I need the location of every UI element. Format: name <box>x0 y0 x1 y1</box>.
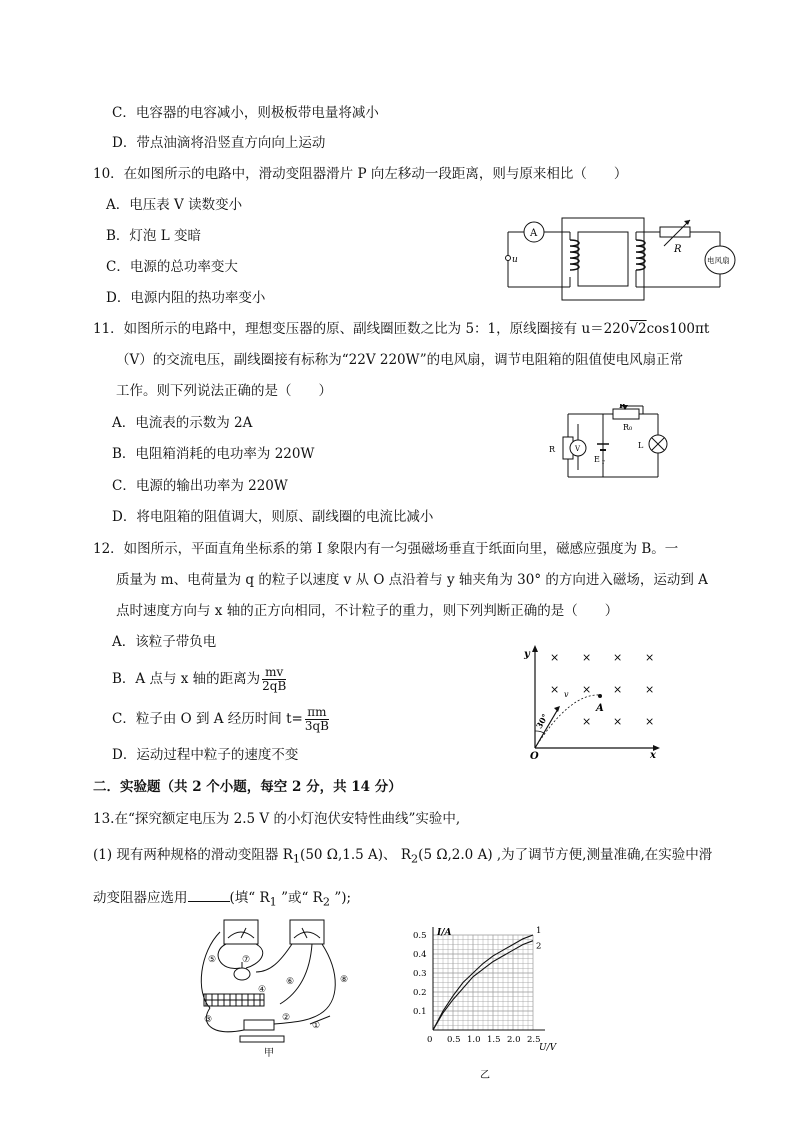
svg-text:×: × <box>645 683 655 696</box>
q11-circuit <box>543 404 678 484</box>
origin-label: O <box>530 751 539 761</box>
fraction-mv-2qb: $\frac{mv}{2qB}$ <box>262 665 287 693</box>
svg-text:③: ③ <box>204 1015 213 1025</box>
answer-blank[interactable] <box>188 887 230 902</box>
q11-option-d: D．将电阻箱的阻值调大，则原、副线圈的电流比减小 <box>112 509 434 525</box>
svg-text:④: ④ <box>258 985 267 995</box>
figure-yi-caption: 乙 <box>480 1070 490 1081</box>
r0-label: R₀ <box>623 423 633 432</box>
svg-text:×: × <box>613 651 623 664</box>
q10-option-a: A．电压表 V 读数变小 <box>106 197 243 213</box>
axis-x-label: x <box>650 750 656 761</box>
y-tick-label: 0.3 <box>413 969 427 979</box>
q13-part1-line1: (1) 现有两种规格的滑动变阻器 $R_1(50$ Ω,1.5 A)、 $R_2(5$ Ω,2.0 A) ,为了调节方便,测量准确,在实验中滑 <box>93 847 713 866</box>
q13-stem: 13.在“探究额定电压为 2.5 V 的小灯泡伏安特性曲线”实验中, <box>93 811 461 827</box>
x-tick-label: 1.5 <box>487 1035 501 1045</box>
velocity-label: v <box>564 690 569 699</box>
q10-option-c: C．电源的总功率变大 <box>106 259 238 275</box>
q10-option-b: B．灯泡 L 变暗 <box>106 228 201 244</box>
q11-stem-line1: 11．如图所示的电路中，理想变压器的原、副线圈匝数之比为 5：1，原线圈接有 u＝220√2cos100πt <box>93 321 710 337</box>
svg-text:×: × <box>613 683 623 696</box>
x-tick-label: 1.0 <box>467 1035 481 1045</box>
point-a-label: A <box>596 703 604 714</box>
svg-text:×: × <box>550 683 560 696</box>
y-axis-label: I/A <box>437 928 452 938</box>
q12-stem-line2: 质量为 m、电荷量为 q 的粒子以速度 v 从 O 点沿着与 y 轴夹角为 30° 的方向进入磁场，运动到 A <box>116 572 708 588</box>
ammeter-label: A <box>530 228 538 239</box>
fraction-pim-3qb: $\frac{\pi m}{3qB}$ <box>304 705 329 733</box>
q12-stem-line1: 12．如图所示，平面直角坐标系的第 I 象限内有一匀强磁场垂直于纸面向里，磁感应强度为 B。一 <box>93 541 679 557</box>
x-axis-label: U/V <box>539 1043 557 1053</box>
q11-stem-line2: （V）的交流电压，副线圈接有标称为“22V 220W”的电风扇，调节电阻箱的阻值使电风扇正常 <box>116 352 684 368</box>
svg-text:×: × <box>613 715 623 728</box>
internal-r-label: r <box>602 459 605 466</box>
fan-label: 电风扇 <box>707 256 730 265</box>
svg-text:×: × <box>645 651 655 664</box>
voltmeter-label: V <box>575 445 581 453</box>
q11-option-c: C．电源的输出功率为 220W <box>112 478 288 494</box>
y-tick-label: 0.4 <box>413 950 427 960</box>
svg-text:×: × <box>582 651 592 664</box>
y-tick-label: 0.2 <box>413 988 427 998</box>
resistor-r-label: R <box>549 445 556 454</box>
q12-option-a: A．该粒子带负电 <box>112 634 217 650</box>
svg-text:×: × <box>582 715 592 728</box>
emf-label: E <box>594 455 600 464</box>
q12-magnetic-field-figure <box>520 643 665 761</box>
x-tick-label: 2.5 <box>527 1035 541 1045</box>
q10-stem: 10．在如图所示的电路中，滑动变阻器滑片 P 向左移动一段距离，则与原来相比（ ） <box>93 166 628 182</box>
q10-option-d: D．电源内阻的热功率变小 <box>106 290 266 306</box>
series-label-1: 1 <box>536 926 542 936</box>
x-tick-label: 0.5 <box>447 1035 461 1045</box>
figure-jia-caption: 甲 <box>264 1048 274 1059</box>
section-2-title: 二．实验题（共 2 个小题，每空 2 分，共 14 分） <box>93 779 402 795</box>
q9-option-c: C．电容器的电容减小，则极板带电量将减小 <box>112 105 379 121</box>
q10-transformer-circuit <box>498 212 753 304</box>
angle-label: 30° <box>533 712 551 731</box>
svg-text:×: × <box>550 651 560 664</box>
q12-option-b: B．A 点与 x 轴的距离为 $\frac{mv}{2qB}$ <box>112 665 287 693</box>
svg-text:①: ① <box>312 1021 321 1031</box>
source-label: u <box>512 255 518 265</box>
svg-text:②: ② <box>282 1013 291 1023</box>
slider-label: P <box>619 404 626 410</box>
q11-option-b: B．电阻箱消耗的电功率为 220W <box>112 446 315 462</box>
q11-stem-line3: 工作。则下列说法正确的是（ ） <box>116 383 332 399</box>
y-tick-label: 0.1 <box>413 1007 427 1017</box>
y-tick-label: 0.5 <box>413 931 427 941</box>
q12-option-d: D．运动过程中粒子的速度不变 <box>112 747 299 763</box>
lamp-label: L <box>638 441 644 450</box>
q11-option-a: A．电流表的示数为 2A <box>112 415 253 431</box>
svg-text:⑥: ⑥ <box>286 977 295 987</box>
axis-y-label: y <box>524 649 530 660</box>
sqrt-symbol: √2 <box>629 321 647 337</box>
svg-text:⑧: ⑧ <box>340 975 349 985</box>
series-label-2: 2 <box>536 941 542 952</box>
q12-option-c: C．粒子由 O 到 A 经历时间 t= $\frac{\pi m}{3qB}$ <box>112 705 329 733</box>
x-tick-label: 2.0 <box>507 1035 521 1045</box>
svg-text:⑦: ⑦ <box>242 955 251 965</box>
q12-stem-line3: 点时速度方向与 x 轴的正方向相同，不计粒子的重力，则下列判断正确的是（ ） <box>116 603 619 619</box>
q13-part1-line2: 动变阻器应选用 (填“ $R_1$ ”或“ $R_2$ ”); <box>93 887 351 912</box>
q13-apparatus-figure <box>190 912 360 1060</box>
x-tick-label: 0 <box>427 1035 433 1045</box>
q9-option-d: D．带点油滴将沿竖直方向向上运动 <box>112 135 326 151</box>
svg-text:×: × <box>582 683 592 696</box>
svg-text:×: × <box>645 715 655 728</box>
q13-iu-chart <box>405 925 565 1085</box>
svg-text:⑤: ⑤ <box>208 955 217 965</box>
resistor-label: R <box>674 244 682 255</box>
